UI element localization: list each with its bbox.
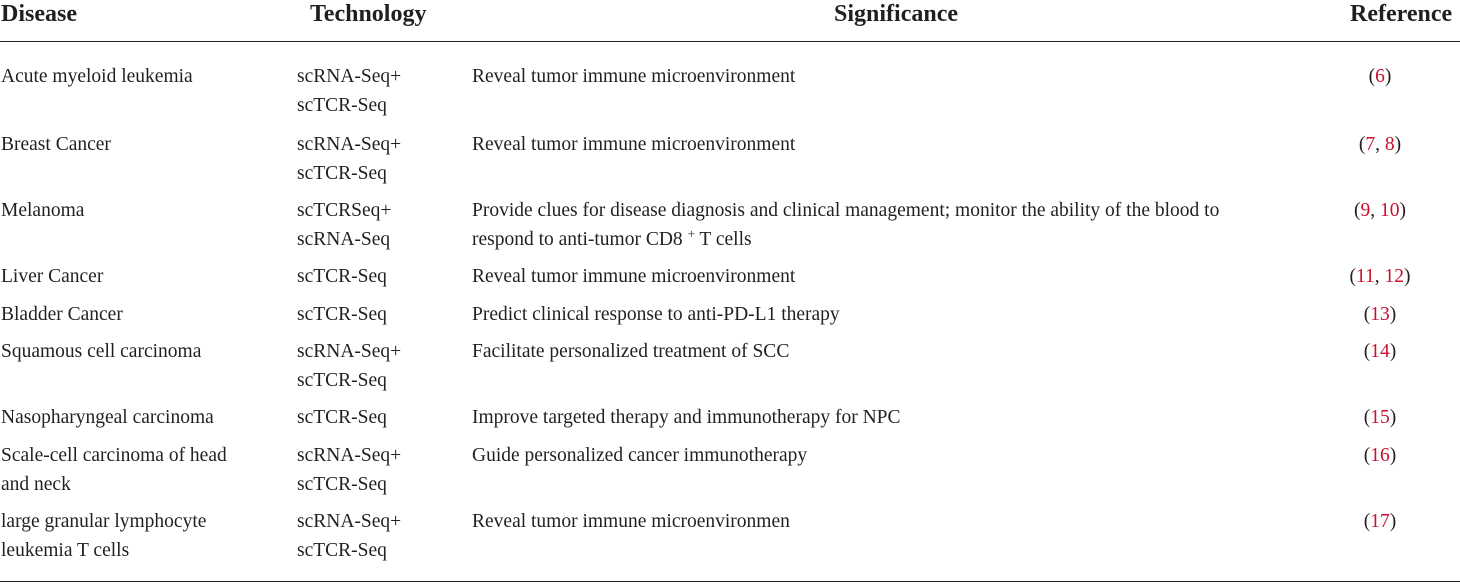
technology-cell [297,337,401,395]
significance-text: Reveal tumor immune microenvironment [472,266,796,287]
disease-text: Liver Cancer [1,266,104,287]
disease-text: Breast Cancer [1,134,111,155]
technology-text: scTCR-Seq [297,474,387,495]
technology-text: scRNA-Seq+ [297,445,402,466]
significance-text: Reveal tumor immune microenvironment [472,66,796,87]
significance-cell [472,337,789,366]
disease-cell [1,130,111,159]
significance-text [472,225,1219,254]
technology-cell [297,130,401,188]
disease-text: leukemia T cells [1,540,130,561]
disease-cell [1,62,193,91]
technology-cell [297,441,401,499]
significance-cell [472,130,795,159]
disease-text: Acute myeloid leukemia [1,66,193,87]
technology-text: scRNA-Seq+ [297,341,402,362]
significance-text-part: T cells [694,229,752,250]
technology-text: scRNA-Seq+ [297,511,402,532]
significance-text-part: respond to anti-tumor CD8 [472,229,683,250]
reference-cell: (11, 12) [1349,266,1411,287]
disease-text: Nasopharyngeal carcinoma [1,407,214,428]
technology-cell [297,300,387,329]
reference-link[interactable]: 16 [1370,445,1390,466]
header-technology: Technology [310,1,427,27]
technology-text: scTCRSeq+ [297,200,392,221]
header-significance: Significance [834,1,958,27]
technology-cell [297,62,401,120]
significance-text: Reveal tumor immune microenvironment [472,134,796,155]
disease-cell [1,441,227,499]
reference-link[interactable]: 9 [1360,200,1371,221]
disease-text: large granular lymphocyte [1,511,207,532]
reference-cell: (16) [1363,445,1397,466]
disease-cell [1,507,206,565]
technology-text: scTCR-Seq [297,407,387,428]
disease-cell [1,300,123,329]
significance-cell [472,403,901,432]
technology-cell [297,262,387,291]
reference-link[interactable]: 17 [1370,511,1390,532]
reference-link[interactable]: 12 [1384,266,1405,287]
significance-cell [472,196,1219,254]
disease-text: Bladder Cancer [1,304,123,325]
significance-text: Predict clinical response to anti-PD-L1 therapy [472,304,840,325]
reference-link[interactable]: 15 [1370,407,1390,428]
reference-link[interactable]: 14 [1370,341,1390,362]
reference-cell: (15) [1363,407,1397,428]
reference-link[interactable]: 7 [1365,134,1376,155]
significance-text: Provide clues for disease diagnosis and clinical management; monitor the ability of the blood to [472,200,1220,221]
technology-text: scTCR-Seq [297,540,387,561]
technology-text: scRNA-Seq+ [297,66,402,87]
disease-cell [1,337,201,366]
reference-link[interactable]: 13 [1370,304,1390,325]
disease-text: Squamous cell carcinoma [1,341,202,362]
technology-text: scRNA-Seq+ [297,134,402,155]
significance-text: Reveal tumor immune microenvironmen [472,511,790,532]
disease-text: Scale-cell carcinoma of head [1,445,227,466]
technology-cell [297,403,387,432]
reference-cell: (7, 8) [1358,134,1402,155]
header-disease: Disease [1,1,77,27]
reference-cell: (6) [1368,66,1392,87]
technology-text: scTCR-Seq [297,95,387,116]
disease-cell [1,262,103,291]
header-rule [0,41,1460,42]
bottom-rule [0,581,1460,582]
disease-cell [1,403,214,432]
reference-cell: (17) [1363,511,1397,532]
significance-cell [472,507,790,536]
technology-text: scTCR-Seq [297,163,387,184]
technology-text: scTCR-Seq [297,304,387,325]
significance-cell [472,262,795,291]
reference-cell: (13) [1363,304,1397,325]
technology-cell [297,507,401,565]
superscript-plus: + [687,226,695,241]
reference-cell: (9, 10) [1354,200,1406,221]
reference-cell: (14) [1363,341,1397,362]
disease-text: and neck [1,474,71,495]
significance-text: Facilitate personalized treatment of SCC [472,341,790,362]
reference-link[interactable]: 11 [1355,266,1375,287]
disease-text: Melanoma [1,200,85,221]
technology-text: scTCR-Seq [297,266,387,287]
significance-cell [472,62,795,91]
technology-text: scTCR-Seq [297,370,387,391]
technology-cell [297,196,391,254]
reference-link[interactable]: 6 [1375,66,1385,87]
reference-link[interactable]: 8 [1384,134,1395,155]
significance-text: Guide personalized cancer immunotherapy [472,445,808,466]
header-reference: Reference [1350,1,1453,27]
reference-link[interactable]: 10 [1380,200,1400,221]
significance-text: Improve targeted therapy and immunotherapy for NPC [472,407,901,428]
technology-text: scRNA-Seq [297,229,391,250]
significance-cell [472,441,807,470]
significance-cell [472,300,840,329]
disease-cell [1,196,84,225]
